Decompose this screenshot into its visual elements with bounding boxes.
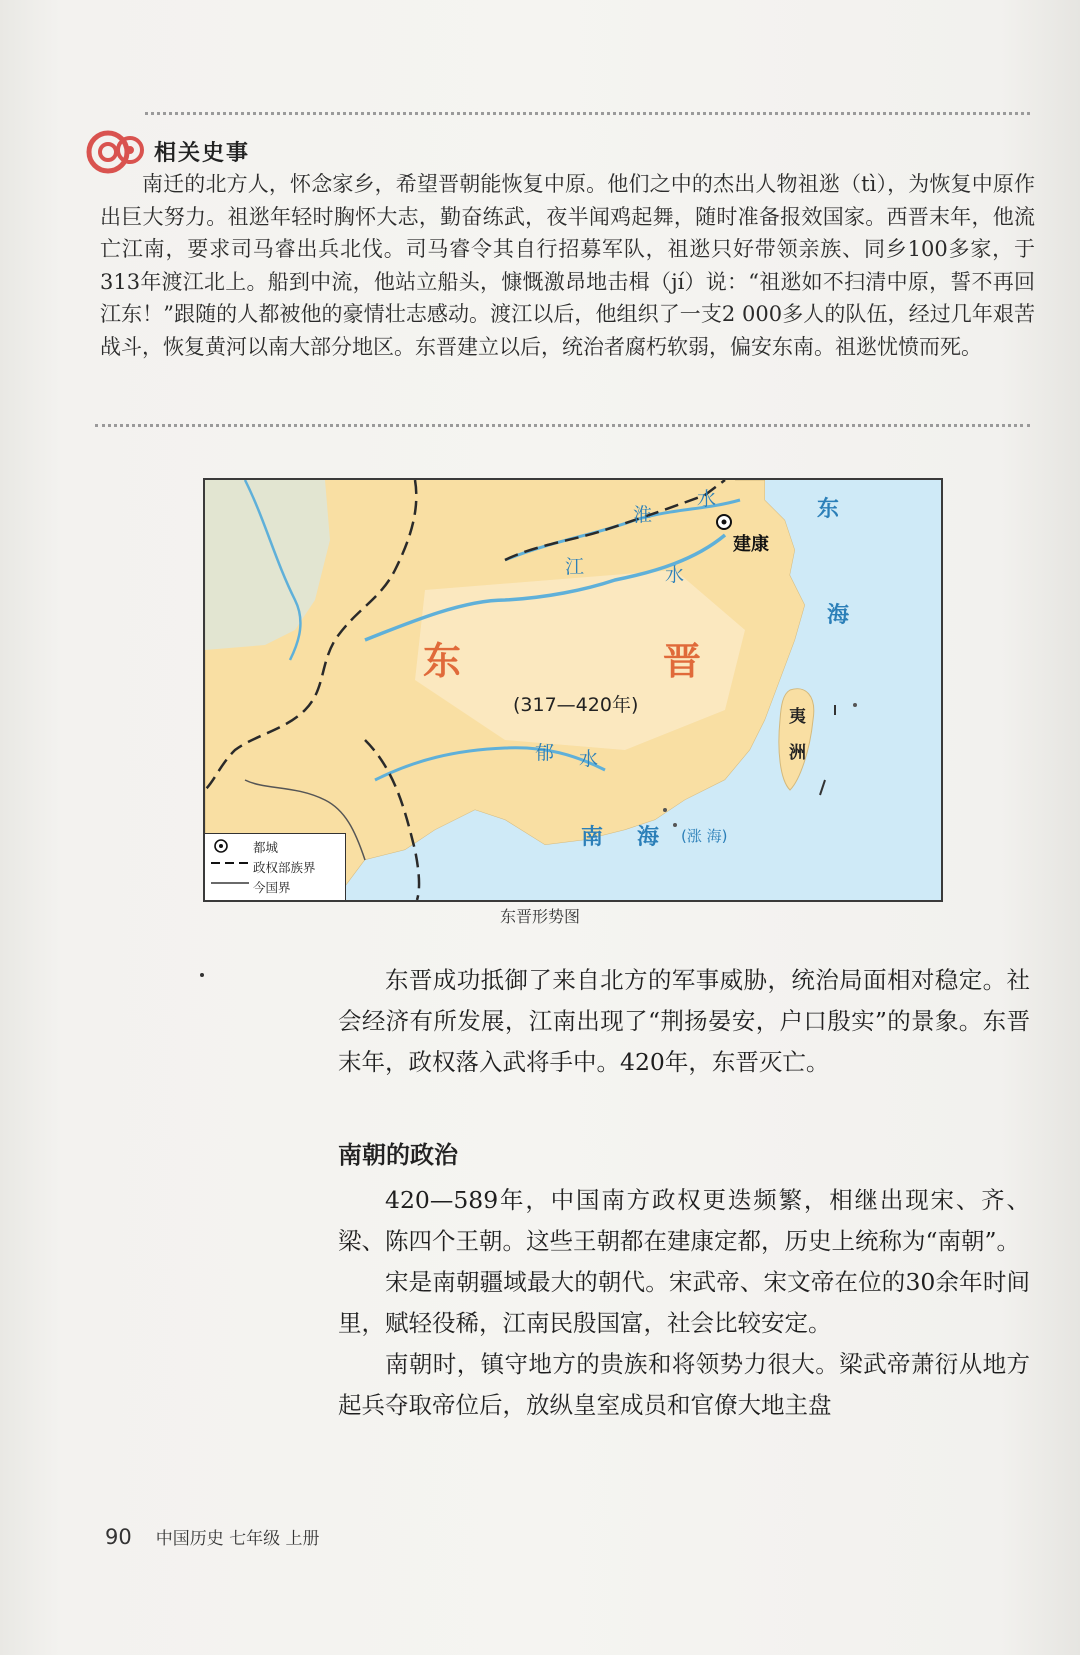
legend-row-regime: [211, 858, 316, 876]
map-label-yu-1: 郁: [535, 742, 555, 764]
bottom-dotted-divider: [95, 424, 1030, 427]
map-label-island-2: 洲: [789, 743, 806, 763]
capital-symbol-icon: [211, 838, 231, 854]
legend-row-capital: [211, 838, 278, 856]
stray-dot: [200, 973, 204, 977]
legend-modern-label: 今国界: [253, 880, 291, 895]
map-legend: [205, 833, 346, 900]
dashed-line-icon: [211, 858, 249, 868]
legend-row-modern: [211, 878, 291, 896]
eastern-jin-map: [203, 478, 943, 902]
main-paragraph-1-text: 东晋成功抵御了来自北方的军事威胁，统治局面相对稳定。社会经济有所发展，江南出现了“荆扬晏安，户口殷实”的景象。东晋末年，政权落入武将手中。420年，东晋灭亡。: [338, 966, 1030, 1076]
main-paragraph-1: [338, 960, 1030, 1083]
map-label-huai-2: 水: [697, 488, 717, 510]
map-label-south-sea-2: 海: [637, 825, 660, 850]
map-caption: 东晋形势图: [499, 907, 580, 926]
map-label-island-1: 夷: [789, 707, 806, 727]
map-label-capital: 建康: [733, 534, 769, 555]
legend-capital-label: 都城: [253, 840, 279, 855]
main-paragraph-4-text: 南朝时，镇守地方的贵族和将领势力很大。梁武帝萧衍从地方起兵夺取帝位后，放纵皇室成员和官僚大地主盘: [338, 1350, 1030, 1419]
legend-regime-label: 政权部族界: [253, 860, 316, 875]
book-title: 中国历史 七年级 上册: [155, 1529, 320, 1549]
main-paragraphs: [338, 1180, 1030, 1426]
related-story-text: [100, 168, 1035, 363]
section-title: 南朝的政治: [338, 1141, 458, 1169]
map-label-south-sea-note: (涨 海): [681, 827, 728, 845]
map-label-jiang-2: 水: [665, 564, 685, 586]
map-label-east-sea-2: 海: [827, 603, 850, 628]
main-paragraph-2-text: 420—589年，中国南方政权更迭频繁，相继出现宋、齐、梁、陈四个王朝。这些王朝都在建康定都，历史上统称为“南朝”。: [338, 1186, 1030, 1255]
related-story-paragraph: 南迁的北方人，怀念家乡，希望晋朝能恢复中原。他们之中的杰出人物祖逖（tì），为恢复中原作出巨大努力。祖逖年轻时胸怀大志，勤奋练武，夜半闻鸡起舞，随时准备报效国家。西晋末年，他流亡江南，要求司马睿出兵北伐。司马睿令其自行招募军队，祖逖只好带领亲族、同乡100多家，于313年渡江北上。船到中流，他站立船头，慷慨激昂地击楫（jí）说：“祖逖如不扫清中原，誓不再回江东！”跟随的人都被他的豪情壮志感动。渡江以后，他组织了一支2 000多人的队伍，经过几年艰苦战斗，恢复黄河以南大部分地区。东晋建立以后，统治者腐朽软弱，偏安东南。祖逖忧愤而死。: [100, 172, 1035, 359]
main-paragraph-3-text: 宋是南朝疆域最大的朝代。宋武帝、宋文帝在位的30余年时间里，赋轻役稀，江南民殷国富，社会比较安定。: [338, 1268, 1030, 1337]
map-label-state-1: 东: [423, 639, 462, 683]
map-label-south-sea-1: 南: [581, 825, 604, 850]
map-label-east-sea-1: 东: [817, 497, 840, 522]
map-label-yu-2: 水: [579, 748, 599, 770]
map-label-state-2: 晋: [663, 639, 702, 683]
page-footer: [105, 1524, 320, 1549]
map-label-jiang-1: 江: [565, 556, 585, 578]
map-label-period: (317—420年): [513, 694, 639, 716]
map-label-huai-1: 淮: [633, 504, 653, 526]
solid-line-icon: [211, 878, 249, 888]
page-number: 90: [105, 1525, 132, 1549]
top-dotted-divider: [145, 112, 1030, 115]
related-story-title: 相关史事: [154, 140, 251, 166]
